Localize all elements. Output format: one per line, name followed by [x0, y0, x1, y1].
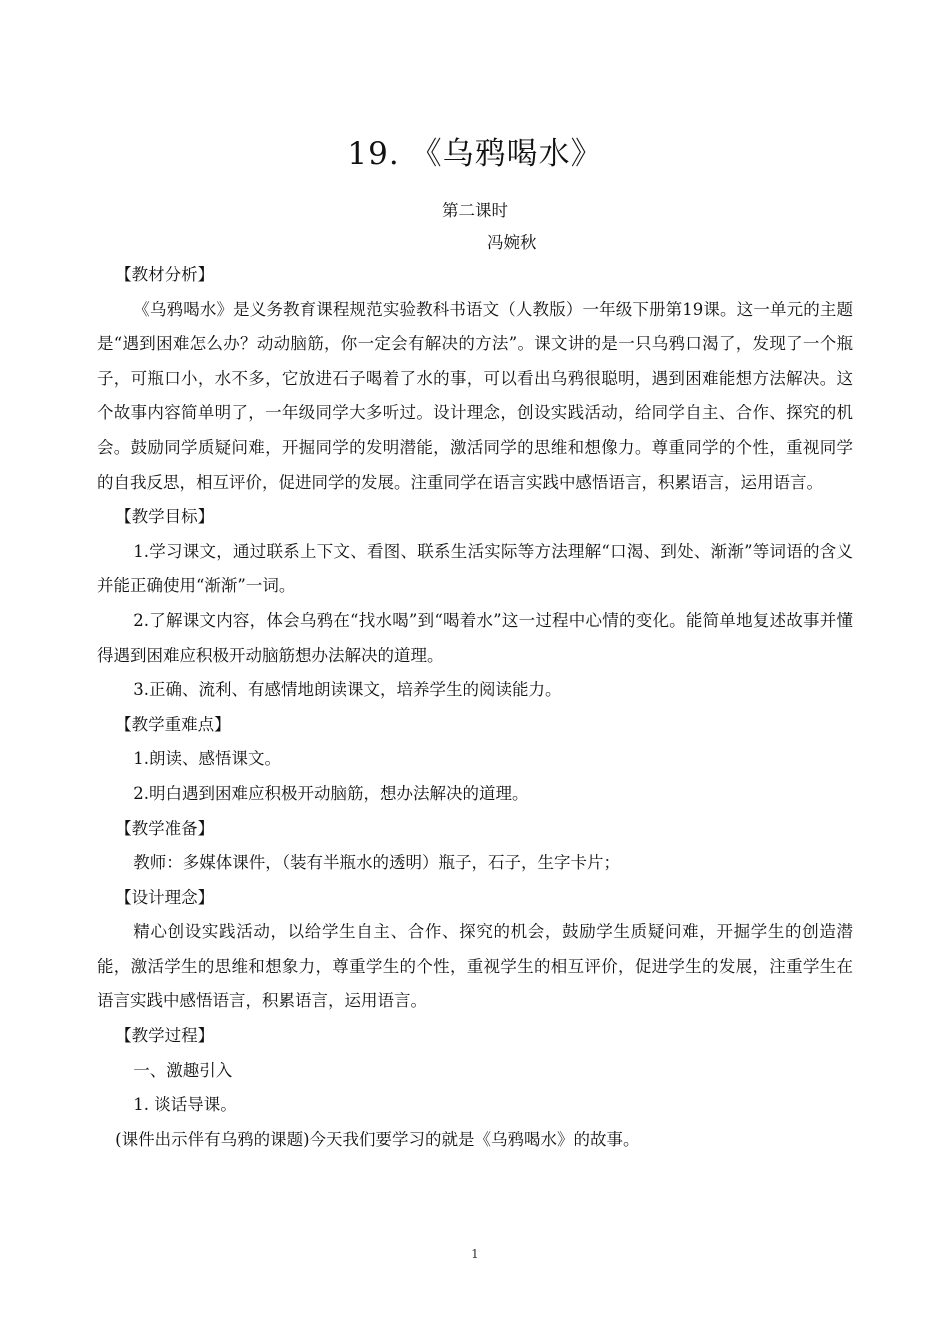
section-heading-process: 【教学过程】 [115, 1026, 215, 1046]
lesson-period: 第二课时 [442, 201, 508, 220]
objective-item-3: 3.正确、流利、有感情地朗读课文，培养学生的阅读能力。 [133, 680, 562, 700]
author-name: 冯婉秋 [487, 233, 537, 252]
key-point-item-2: 2.明白遇到困难应积极开动脑筋，想办法解决的道理。 [133, 783, 529, 803]
section-heading-design-concept: 【设计理念】 [115, 887, 215, 907]
section-heading-material-analysis: 【教材分析】 [115, 265, 215, 284]
key-point-item-1: 1.朗读、感悟课文。 [133, 749, 282, 769]
process-sub-step: 1. 谈话导课。 [133, 1095, 237, 1115]
design-concept-paragraph: 精心创设实践活动，以给学生自主、合作、探究的机会，鼓励学生质疑问难，开掘学生的创造潜能，激活学生的思维和想象力，尊重学生的个性，重视学生的相互评价，促进学生的发展，注重学生在语言实践中感悟语言，积累语言，运用语言。 [97, 922, 853, 1011]
material-analysis-paragraph: 《乌鸦喝水》是义务教育课程规范实验教科书语文（人教版）一年级下册第19课。这一单元的主题是“遇到困难怎么办？动动脑筋，你一定会有解决的方法”。课文讲的是一只乌鸦口渴了，发现了一个瓶子，可瓶口小，水不多，它放进石子喝着了水的事，可以看出乌鸦很聪明，遇到困难能想方法解决。这个故事内容简单明了，一年级同学大多听过。设计理念，创设实践活动，给同学自主、合作、探究的机会。鼓励同学质疑问难，开掘同学的发明潜能，激活同学的思维和想像力。尊重同学的个性，重视同学的自我反思，相互评价，促进同学的发展。注重同学在语言实践中感悟语言，积累语言，运用语言。 [97, 299, 853, 492]
process-paragraph: (课件出示伴有乌鸦的课题)今天我们要学习的就是《乌鸦喝水》的故事。 [115, 1129, 640, 1149]
objective-item-1: 1.学习课文，通过联系上下文、看图、联系生活实际等方法理解“口渴、到处、渐渐”等词语的含义并能正确使用“渐渐”一词。 [97, 541, 853, 596]
section-heading-preparation: 【教学准备】 [115, 818, 215, 838]
document-title: 19. 《乌鸦喝水》 [347, 136, 603, 172]
section-heading-key-points: 【教学重难点】 [115, 714, 231, 734]
preparation-paragraph: 教师：多媒体课件，（装有半瓶水的透明）瓶子，石子，生字卡片； [133, 853, 621, 873]
document-body [97, 258, 853, 1157]
page-number: 1 [471, 1247, 479, 1261]
objective-item-2: 2.了解课文内容，体会乌鸦在“找水喝”到“喝着水”这一过程中心情的变化。能简单地复述故事并懂得遇到困难应积极开动脑筋想办法解决的道理。 [97, 610, 853, 665]
section-heading-objectives: 【教学目标】 [115, 507, 215, 527]
process-step-title: 一、激趣引入 [133, 1060, 233, 1080]
